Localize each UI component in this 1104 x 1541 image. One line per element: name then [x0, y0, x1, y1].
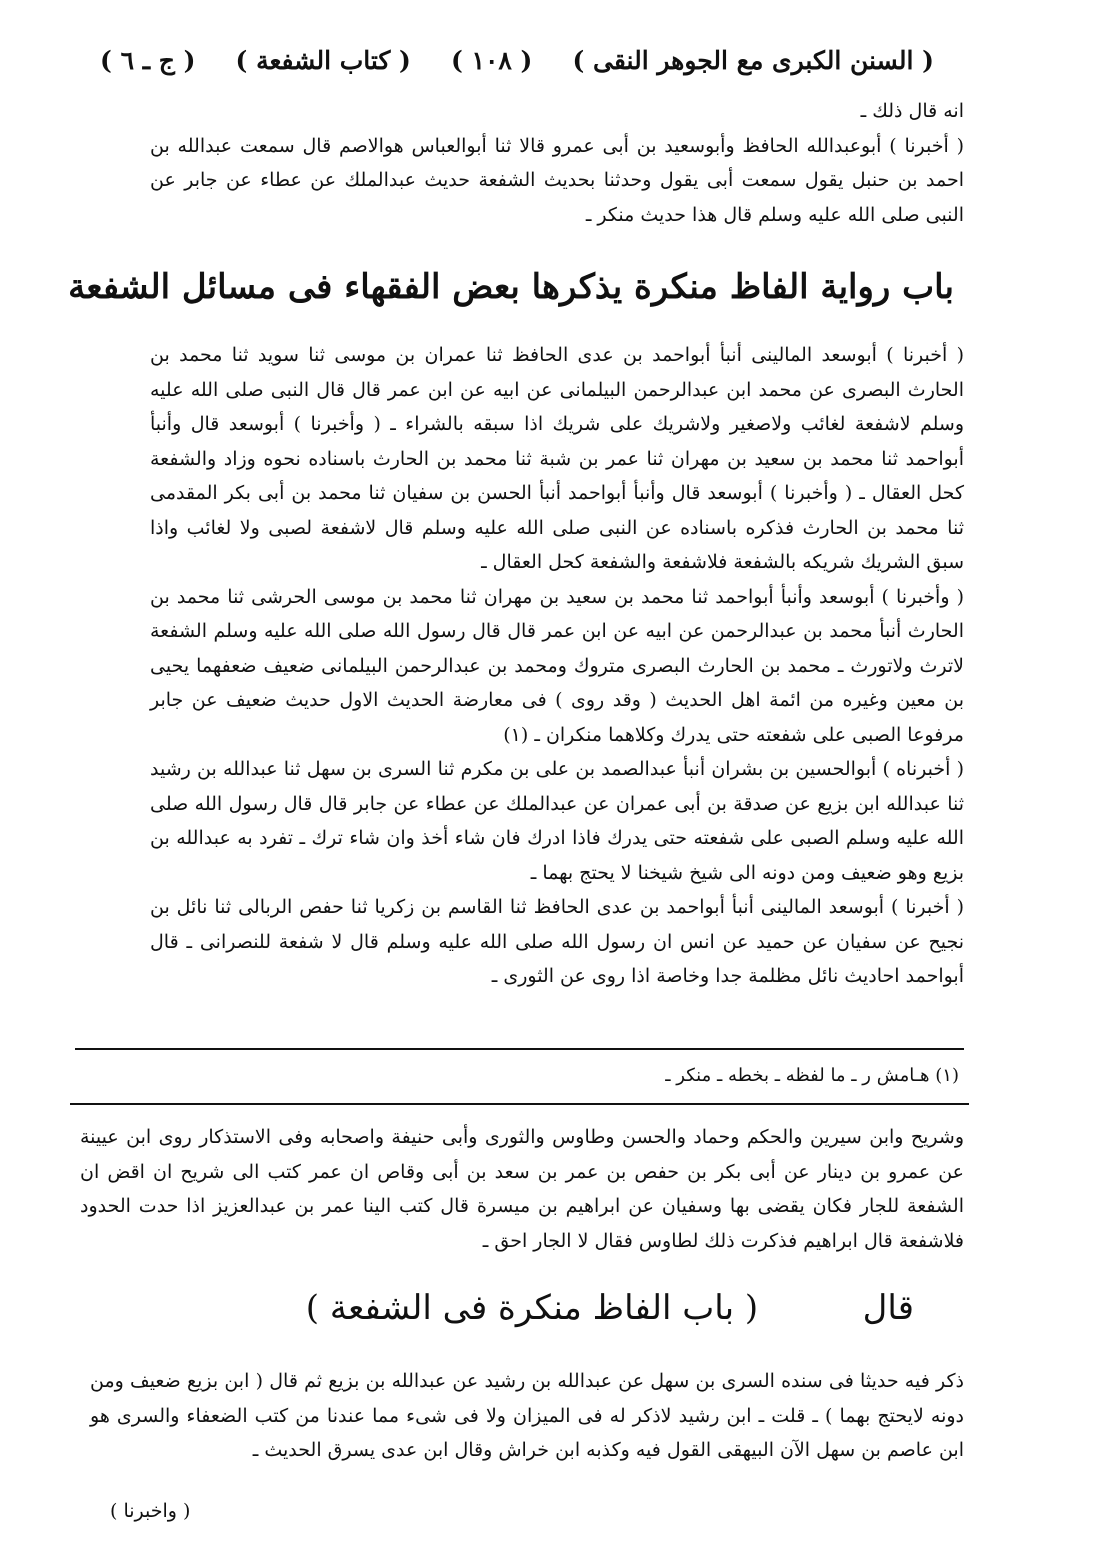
commentary-heading-title: ( باب الفاظ منكرة فى الشفعة ) — [305, 1288, 759, 1328]
opening-text — [150, 94, 964, 232]
header-section: ( كتاب الشفعة ) — [235, 45, 411, 75]
commentary-heading — [300, 1283, 914, 1333]
commentary-text — [80, 1120, 964, 1258]
paragraph: ( أخبرناه ) أبوالحسين بن بشران أنبأ عبدالصمد بن على بن مكرم ثنا السرى بن سهل ثنا عبدالله بن رشيد ثنا عبدالله ابن بزيع عن صدقة بن أبى عمران عن عبدالملك عن عطاء عن جابر قال قال رسول الله صلى الله عليه وسلم الصبى على شفعته حتى يدرك فاذا ادرك فان شاء أخذ وان شاء ترك ـ تفرد به عبدالله بن بزيع وهو ضعيف ومن دونه الى شيخ شيخنا لا يحتج بهما ـ — [150, 758, 964, 884]
footnote-divider — [75, 1048, 964, 1050]
commentary-divider — [70, 1103, 969, 1105]
chapter-heading: باب رواية الفاظ منكرة يذكرها بعض الفقهاء فى مسائل الشفعة — [68, 267, 954, 307]
footnote: (١) هـامش ر ـ ما لفظه ـ بخطه ـ منكر ـ — [665, 1065, 959, 1086]
header-volume: ( ج ـ ٦ ) — [100, 45, 196, 75]
header-page-number: ( ١٠٨ ) — [451, 45, 533, 75]
commentary-heading-qal: قال — [862, 1288, 914, 1328]
chapter-text — [150, 338, 964, 994]
commentary-text-2 — [90, 1364, 964, 1468]
paragraph: وشريح وابن سيرين والحكم وحماد والحسن وطاوس والثورى وأبى حنيفة واصحابه وفى الاستذكار روى ابن عيينة عن عمرو بن دينار عن أبى بكر بن حفص بن عمر بن سعد بن أبى وقاص ان عمر كتب الى شريح ان اقض ان الشفعة للجار فكان يقضى بها وسفيان عن ابراهيم بن ميسرة قال كتب الينا عمر بن عبدالعزيز اذا حدت الحدود فلاشفعة قال ابراهيم فذكرت ذلك لطاوس فقال لا الجار احق ـ — [80, 1126, 964, 1252]
running-header — [100, 40, 934, 80]
paragraph: انه قال ذلك ـ — [860, 100, 964, 122]
header-book-title: ( السنن الكبرى مع الجوهر النقى ) — [572, 45, 934, 75]
paragraph: ( أخبرنا ) أبوسعد المالينى أنبأ أبواحمد بن عدى الحافظ ثنا القاسم بن زكريا ثنا حفص الربالى ثنا نائل بن نجيح عن سفيان عن حميد عن انس ان رسول الله صلى الله عليه وسلم قال لا شفعة للنصرانى ـ قال أبواحمد احاديث نائل مظلمة جدا وخاصة اذا روى عن الثورى ـ — [150, 896, 964, 987]
paragraph: ( وأخبرنا ) أبوسعد وأنبأ أبواحمد ثنا محمد بن سعيد بن مهران ثنا محمد بن موسى الحرشى ثنا محمد بن الحارث أنبأ محمد بن عبدالرحمن عن ابيه عن ابن عمر قال قال رسول الله صلى الله عليه وسلم الشفعة لاترث ولاتورث ـ محمد بن الحارث البصرى متروك ومحمد بن عبدالرحمن البيلمانى ضعيف ضعفهما يحيى بن معين وغيره من ائمة اهل الحديث ( وقد روى ) فى معارضة الحديث الاول حديث ضعيف عن جابر مرفوعا الصبى على شفعته حتى يدرك وكلاهما منكران ـ (١) — [150, 585, 964, 746]
paragraph: ( أخبرنا ) أبوعبدالله الحافظ وأبوسعيد بن أبى عمرو قالا ثنا أبوالعباس هوالاصم قال سمعت عبدالله بن احمد بن حنبل يقول سمعت أبى يقول وحدثنا بحديث الشفعة حديث عبدالملك عن عطاء عن جابر عن النبى صلى الله عليه وسلم قال هذا حديث منكر ـ — [150, 134, 964, 226]
paragraph: ذكر فيه حديثا فى سنده السرى بن سهل عن عبدالله بن رشيد عن عبدالله بن بزيع ثم قال ( ابن بزيع ضعيف ومن دونه لايحتج بهما ) ـ قلت ـ ابن رشيد لاذكر له فى الميزان ولا فى شىء مما عندنا من كتب الضعفاء والسرى هو ابن عاصم بن سهل الآن البيهقى القول فيه وكذبه ابن خراش وقال ابن عدى يسرق الحديث ـ — [90, 1370, 964, 1461]
catchword: ( واخبرنا ) — [110, 1500, 191, 1522]
paragraph: ( أخبرنا ) أبوسعد المالينى أنبأ أبواحمد بن عدى الحافظ ثنا عمران بن موسى ثنا سويد ثنا محمد بن الحارث البصرى عن محمد ابن عبدالرحمن البيلمانى عن ابيه عن ابن عمر قال قال النبى صلى الله عليه وسلم لاشفعة لغائب ولاصغير ولاشريك على شريك اذا سبقه بالشراء ـ ( وأخبرنا ) أبوسعد قال وأنبأ أبواحمد ثنا محمد بن سعيد بن مهران ثنا عمر بن شبة ثنا محمد بن الحارث باسناده نحوه وزاد والشفعة كحل العقال ـ ( وأخبرنا ) أبوسعد قال وأنبأ أبواحمد أنبأ الحسن بن سفيان ثنا محمد بن أبى بكر المقدمى ثنا محمد بن الحارث فذكره باسناده عن النبى صلى الله عليه وسلم قال لاشفعة لصبى ولا لغائب واذا سبق الشريك شريكه بالشفعة فلاشفعة والشفعة كحل العقال ـ — [150, 344, 964, 573]
